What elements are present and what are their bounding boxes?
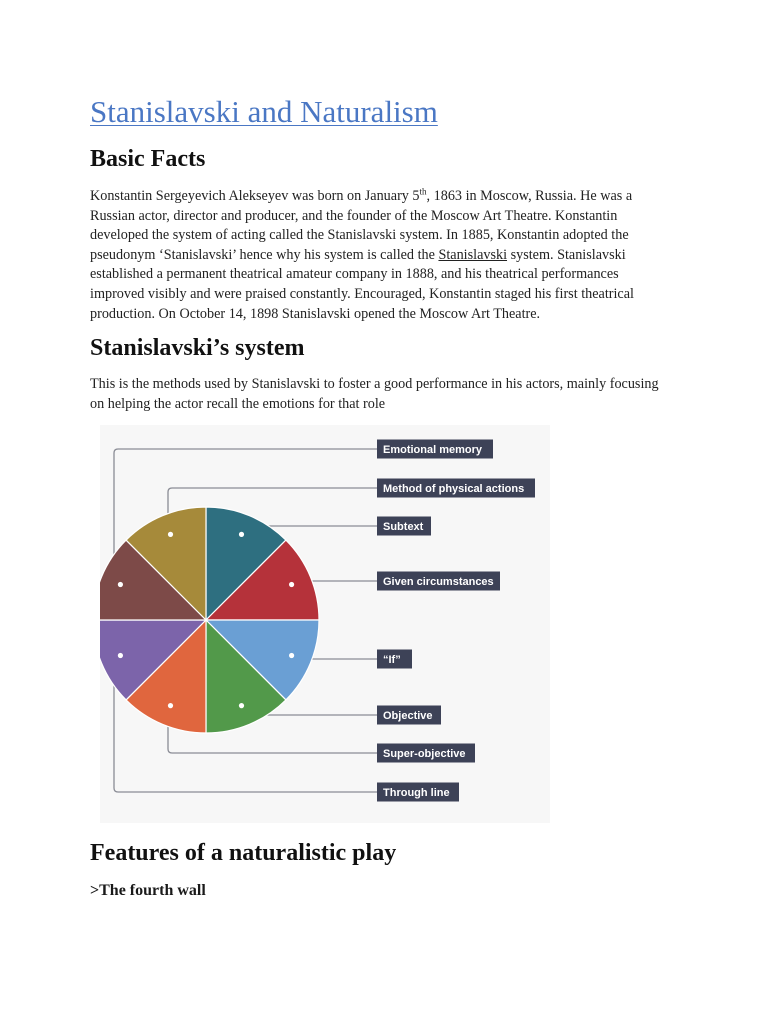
label-text: Objective (383, 710, 433, 722)
heading-basic-facts: Basic Facts (90, 146, 206, 172)
system-paragraph: This is the methods used by Stanislavski to foster a good performance in his actors, mainly focusing on helping the actor recall the emotions for that role (90, 376, 659, 412)
diagram-svg (100, 425, 550, 823)
label-text: Given circumstances (383, 576, 494, 588)
slice-dot (239, 532, 244, 537)
heading-features: Features of a naturalistic play (90, 840, 397, 866)
label-text: Method of physical actions (383, 483, 525, 495)
label-text: Subtext (383, 521, 424, 533)
slice-dot (168, 703, 173, 708)
label-text: Super-objective (383, 748, 466, 760)
stanislavski-link[interactable]: Stanislavski (438, 246, 508, 263)
label-text: “If” (383, 654, 401, 666)
slice-dot (118, 653, 123, 658)
facts-text-1: Konstantin Sergeyevich Alekseyev was born on January 5 (90, 188, 420, 204)
facts-superscript: th (419, 186, 427, 197)
stanislavski-system-diagram (100, 425, 550, 823)
slice-dot (168, 532, 173, 537)
label-subtext (377, 517, 431, 536)
facts-text-2: , 1863 in Moscow, Russia. He was a Russian actor, director and producer, and the founder of the Moscow Art Theatre. Konstantin developed the system of acting called the Stanislavski system. In 1885, Konstantin adopted the pseudonym ‘Stanislavski’ hence why his system is called the (90, 188, 633, 263)
slice-dot (239, 703, 244, 708)
label-super-objective (377, 744, 475, 763)
label-emotional-memory (377, 440, 493, 459)
slice-dot (289, 653, 294, 658)
label-objective (377, 706, 441, 725)
label-text: Emotional memory (383, 444, 483, 456)
label-through-line (377, 783, 459, 802)
feature-item-fourth-wall: >The fourth wall (90, 882, 206, 899)
basic-facts-paragraph (90, 187, 675, 324)
facts-text-3: system. Stanislavski established a permanent theatrical amateur company in 1888, and his theatrical performances improved visibly and were praised constantly. Encouraged, Konstantin staged his first theatrical production. On October 14, 1898 Stanislavski opened the Moscow Art Theatre. (90, 246, 634, 322)
heading-system: Stanislavski’s system (90, 335, 305, 361)
label-given-circumstances (377, 572, 500, 591)
label-text: Through line (383, 787, 450, 799)
slice-dot (289, 582, 294, 587)
page-title: Stanislavski and Naturalism (90, 94, 438, 129)
label-if (377, 650, 412, 669)
label-method-of-physical-actions (377, 479, 535, 498)
slice-dot (118, 582, 123, 587)
